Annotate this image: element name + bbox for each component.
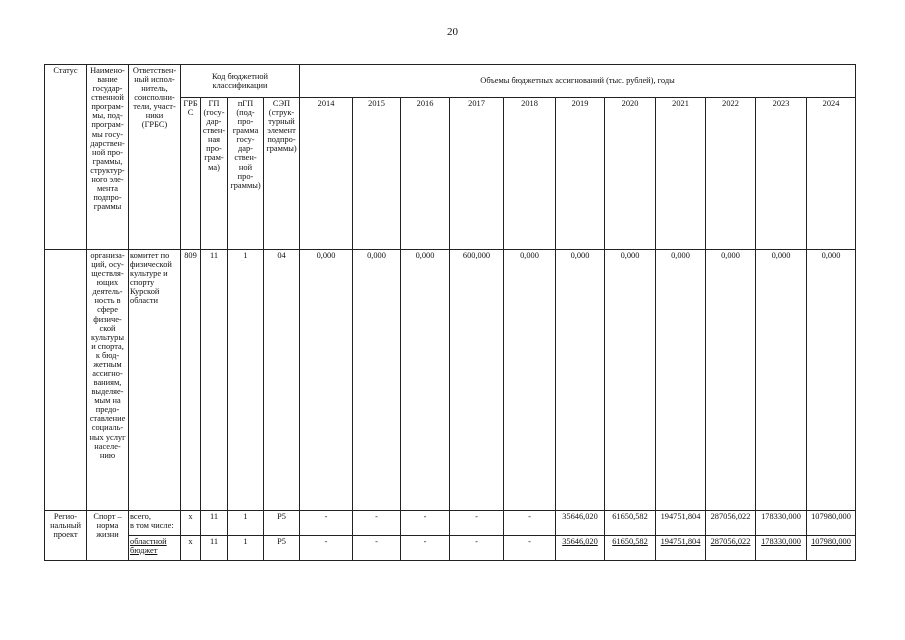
header-code-grbs: ГРБ С — [181, 98, 201, 250]
header-year: 2014 — [300, 98, 353, 250]
row-code-sep: Р5 — [264, 536, 300, 561]
budget-allocation-table — [44, 64, 856, 561]
row-responsible: всего, в том числе: — [129, 511, 181, 536]
row-code-grbs: х — [181, 511, 201, 536]
row-value — [756, 536, 807, 561]
row-status — [45, 250, 87, 511]
row-value: 0,000 — [605, 250, 656, 511]
page-number: 20 — [447, 26, 458, 38]
header-year: 2020 — [605, 98, 656, 250]
table-row — [45, 250, 856, 511]
row-value: - — [504, 536, 556, 561]
row-value: 600,000 — [450, 250, 504, 511]
row-value-text: 287056,022 — [710, 537, 751, 546]
header-year: 2023 — [756, 98, 807, 250]
header-row-1 — [45, 65, 856, 98]
row-code-gp: 11 — [201, 250, 228, 511]
header-year: 2018 — [504, 98, 556, 250]
header-responsible: Ответствен- ный испол- нитель, соисполни- тели, участ- ники (ГРБС) — [129, 65, 181, 250]
row-value: - — [353, 511, 401, 536]
row-value: 0,000 — [807, 250, 856, 511]
row-value: 178330,000 — [756, 511, 807, 536]
row-value: 0,000 — [300, 250, 353, 511]
row-value — [807, 536, 856, 561]
row-value: 0,000 — [504, 250, 556, 511]
row-value — [706, 536, 756, 561]
row-value: - — [401, 511, 450, 536]
row-value: - — [450, 511, 504, 536]
header-year: 2019 — [556, 98, 605, 250]
row-value: - — [300, 511, 353, 536]
row-code-pgp: 1 — [228, 250, 264, 511]
row-code-pgp: 1 — [228, 511, 264, 536]
row-value-text: 107980,000 — [811, 537, 851, 546]
row-value: - — [353, 536, 401, 561]
row-value: 287056,022 — [706, 511, 756, 536]
row-value: 35646,020 — [556, 511, 605, 536]
row-value — [656, 536, 706, 561]
row-value: 0,000 — [756, 250, 807, 511]
row-value-text: 194751,804 — [660, 537, 701, 546]
row-code-grbs: х — [181, 536, 201, 561]
header-year: 2017 — [450, 98, 504, 250]
header-budget-code: Код бюджетной классификации — [181, 65, 300, 98]
row-code-gp: 11 — [201, 536, 228, 561]
row-responsible-text: областной бюджет — [130, 537, 167, 556]
row-value: - — [504, 511, 556, 536]
header-code-gp: ГП (госу- дар- ствен- ная про- грам- ма) — [201, 98, 228, 250]
row-code-sep: Р5 — [264, 511, 300, 536]
row-code-pgp: 1 — [228, 536, 264, 561]
table-row — [45, 511, 856, 536]
row-value: 0,000 — [706, 250, 756, 511]
row-value: - — [401, 536, 450, 561]
row-responsible: комитет по физической культуре и спорту Курской области — [129, 250, 181, 511]
row-name: Спорт – норма жизни — [87, 511, 129, 561]
table-row — [45, 536, 856, 561]
row-value: 0,000 — [556, 250, 605, 511]
row-value: 61650,582 — [605, 511, 656, 536]
row-responsible — [129, 536, 181, 561]
header-code-pgp: пГП (под- про- грамма госу- дар- ствен- ной про- граммы) — [228, 98, 264, 250]
row-value-text: 35646,020 — [562, 537, 598, 546]
header-year: 2016 — [401, 98, 450, 250]
header-code-sep: СЭП (струк- турный элемент подпро- граммы) — [264, 98, 300, 250]
row-value-text: 178330,000 — [761, 537, 801, 546]
row-value: 194751,804 — [656, 511, 706, 536]
row-value: - — [300, 536, 353, 561]
header-status: Статус — [45, 65, 87, 250]
header-name: Наимено- вание государ- ственной програм- мы, под- програм- мы госу- дарствен- ной про- граммы, структур- ного эле- мента подпро- граммы — [87, 65, 129, 250]
row-value: 0,000 — [656, 250, 706, 511]
header-year: 2022 — [706, 98, 756, 250]
row-name: организа- ций, осу- ществля- ющих деятель- ность в сфере физиче- ской культуры и спорта, к бюд- жетным ассигно- ваниям, выделяе- мым на предо- ставление социаль- ных услуг населе- нию — [87, 250, 129, 511]
header-volumes: Объемы бюджетных ассигнований (тыс. рублей), годы — [300, 65, 856, 98]
row-value-text: 61650,582 — [612, 537, 648, 546]
header-year: 2015 — [353, 98, 401, 250]
header-year: 2021 — [656, 98, 706, 250]
row-code-sep: 04 — [264, 250, 300, 511]
row-value: 0,000 — [401, 250, 450, 511]
row-value — [605, 536, 656, 561]
row-value: - — [450, 536, 504, 561]
row-value — [556, 536, 605, 561]
row-status: Регио- нальный проект — [45, 511, 87, 561]
row-value: 0,000 — [353, 250, 401, 511]
row-value: 107980,000 — [807, 511, 856, 536]
row-code-grbs: 809 — [181, 250, 201, 511]
header-year: 2024 — [807, 98, 856, 250]
row-code-gp: 11 — [201, 511, 228, 536]
